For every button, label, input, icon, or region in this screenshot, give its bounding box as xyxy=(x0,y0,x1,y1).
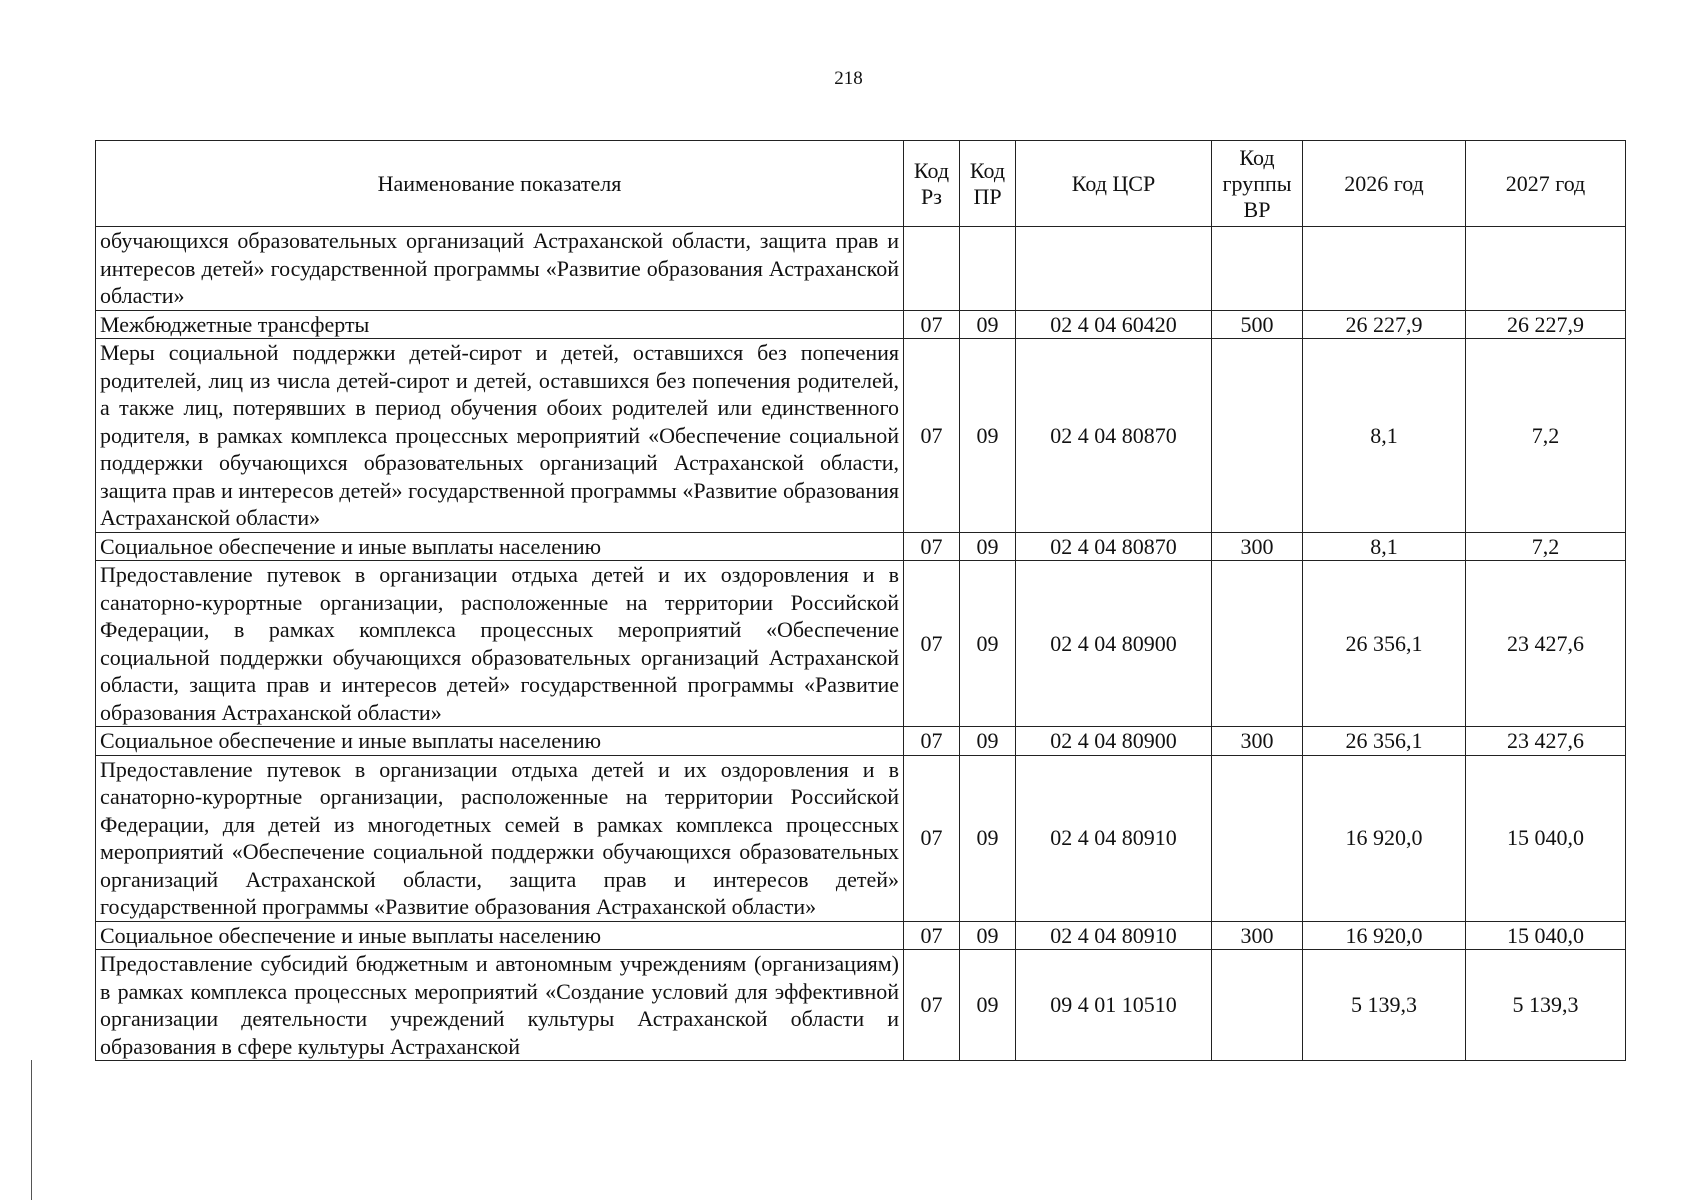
row-2026: 8,1 xyxy=(1303,339,1466,533)
row-pr: 09 xyxy=(960,950,1016,1061)
table-row xyxy=(96,532,1626,561)
row-pr: 09 xyxy=(960,532,1016,561)
row-pr: 09 xyxy=(960,921,1016,950)
row-rz xyxy=(904,227,960,311)
row-rz: 07 xyxy=(904,727,960,756)
row-csr: 09 4 01 10510 xyxy=(1016,950,1212,1061)
row-vr xyxy=(1212,950,1303,1061)
row-2027: 15 040,0 xyxy=(1466,755,1626,921)
row-vr: 300 xyxy=(1212,532,1303,561)
row-pr: 09 xyxy=(960,561,1016,727)
row-rz: 07 xyxy=(904,339,960,533)
row-pr xyxy=(960,227,1016,311)
row-2027: 15 040,0 xyxy=(1466,921,1626,950)
row-vr xyxy=(1212,227,1303,311)
table-row xyxy=(96,950,1626,1061)
margin-line xyxy=(31,1060,32,1200)
row-rz: 07 xyxy=(904,921,960,950)
page-number: 218 xyxy=(834,68,863,89)
row-name: Социальное обеспечение и иные выплаты населению xyxy=(96,532,904,561)
row-2027: 7,2 xyxy=(1466,339,1626,533)
row-csr: 02 4 04 80900 xyxy=(1016,561,1212,727)
row-csr: 02 4 04 60420 xyxy=(1016,310,1212,339)
header-2027: 2027 год xyxy=(1466,141,1626,227)
row-2027: 26 227,9 xyxy=(1466,310,1626,339)
table-row xyxy=(96,921,1626,950)
row-2027: 5 139,3 xyxy=(1466,950,1626,1061)
table-header-row xyxy=(96,141,1626,227)
table-row xyxy=(96,561,1626,727)
row-rz: 07 xyxy=(904,755,960,921)
row-name: Предоставление субсидий бюджетным и автономным учреждениям (организациям) в рамках комплекса процессных мероприятий «Создание условий для эффективной организации деятельности учреждений культуры Астраханской области и образования в сфере культуры Астраханской xyxy=(96,950,904,1061)
table-row xyxy=(96,727,1626,756)
row-name: Социальное обеспечение и иные выплаты населению xyxy=(96,921,904,950)
table-row xyxy=(96,310,1626,339)
row-vr xyxy=(1212,339,1303,533)
header-pr: Код ПР xyxy=(960,141,1016,227)
row-2026: 8,1 xyxy=(1303,532,1466,561)
row-name: Меры социальной поддержки детей-сирот и детей, оставшихся без попечения родителей, лиц из числа детей-сирот и детей, оставшихся без попечения родителей, а также лиц, потерявших в период обучения обоих родителей или единственного родителя, в рамках комплекса процессных мероприятий «Обеспечение социальной поддержки обучающихся образовательных организаций Астраханской области, защита прав и интересов детей» государственной программы «Развитие образования Астраханской области» xyxy=(96,339,904,533)
header-name: Наименование показателя xyxy=(96,141,904,227)
row-csr: 02 4 04 80910 xyxy=(1016,755,1212,921)
row-name: Социальное обеспечение и иные выплаты населению xyxy=(96,727,904,756)
row-csr: 02 4 04 80910 xyxy=(1016,921,1212,950)
budget-table xyxy=(95,140,1626,1061)
row-pr: 09 xyxy=(960,339,1016,533)
row-vr: 500 xyxy=(1212,310,1303,339)
row-2027 xyxy=(1466,227,1626,311)
header-csr: Код ЦСР xyxy=(1016,141,1212,227)
row-2027: 23 427,6 xyxy=(1466,727,1626,756)
row-vr: 300 xyxy=(1212,921,1303,950)
row-2026: 16 920,0 xyxy=(1303,921,1466,950)
row-name: Межбюджетные трансферты xyxy=(96,310,904,339)
table-row xyxy=(96,339,1626,533)
row-name: обучающихся образовательных организаций Астраханской области, защита прав и интересов детей» государственной программы «Развитие образования Астраханской области» xyxy=(96,227,904,311)
row-2026: 5 139,3 xyxy=(1303,950,1466,1061)
row-csr xyxy=(1016,227,1212,311)
row-vr xyxy=(1212,755,1303,921)
row-2026: 16 920,0 xyxy=(1303,755,1466,921)
row-pr: 09 xyxy=(960,727,1016,756)
row-2027: 23 427,6 xyxy=(1466,561,1626,727)
row-2027: 7,2 xyxy=(1466,532,1626,561)
row-pr: 09 xyxy=(960,755,1016,921)
row-csr: 02 4 04 80870 xyxy=(1016,339,1212,533)
row-vr: 300 xyxy=(1212,727,1303,756)
row-rz: 07 xyxy=(904,950,960,1061)
row-pr: 09 xyxy=(960,310,1016,339)
header-vr: Код группы ВР xyxy=(1212,141,1303,227)
row-rz: 07 xyxy=(904,561,960,727)
row-rz: 07 xyxy=(904,532,960,561)
table-row xyxy=(96,227,1626,311)
row-name: Предоставление путевок в организации отдыха детей и их оздоровления и в санаторно-курортные организации, расположенные на территории Российской Федерации, для детей из многодетных семей в рамках комплекса процессных мероприятий «Обеспечение социальной поддержки обучающихся образовательных организаций Астраханской области, защита прав и интересов детей» государственной программы «Развитие образования Астраханской области» xyxy=(96,755,904,921)
row-csr: 02 4 04 80870 xyxy=(1016,532,1212,561)
row-2026: 26 227,9 xyxy=(1303,310,1466,339)
row-vr xyxy=(1212,561,1303,727)
table-row xyxy=(96,755,1626,921)
row-2026: 26 356,1 xyxy=(1303,561,1466,727)
row-name: Предоставление путевок в организации отдыха детей и их оздоровления и в санаторно-курортные организации, расположенные на территории Российской Федерации, в рамках комплекса процессных мероприятий «Обеспечение социальной поддержки обучающихся образовательных организаций Астраханской области, защита прав и интересов детей» государственной программы «Развитие образования Астраханской области» xyxy=(96,561,904,727)
header-rz: Код Рз xyxy=(904,141,960,227)
row-2026: 26 356,1 xyxy=(1303,727,1466,756)
header-2026: 2026 год xyxy=(1303,141,1466,227)
row-csr: 02 4 04 80900 xyxy=(1016,727,1212,756)
row-2026 xyxy=(1303,227,1466,311)
row-rz: 07 xyxy=(904,310,960,339)
